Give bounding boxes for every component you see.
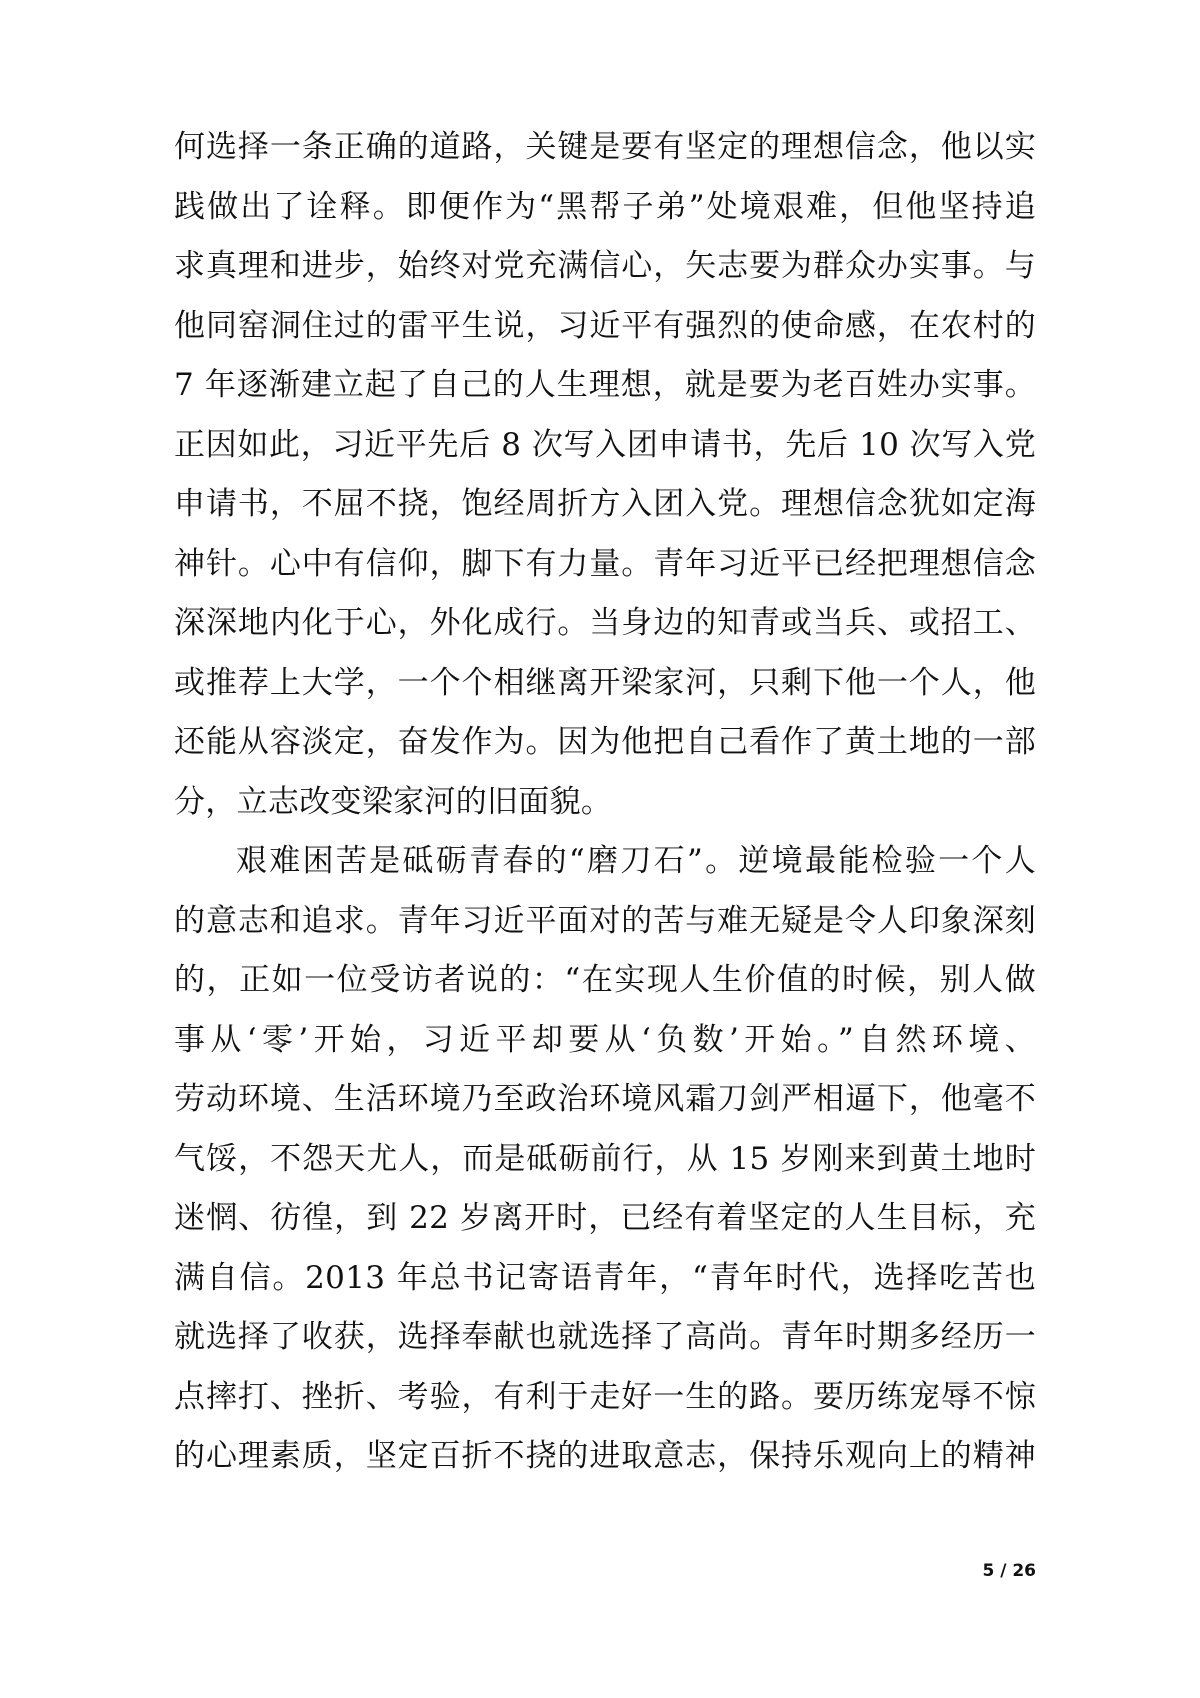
page-number: 5 / 26 bbox=[982, 1561, 1036, 1581]
body-text bbox=[174, 118, 1036, 1487]
text-line: 正因如此，习近平先后 8 次写入团申请书，先后 10 次写入党 bbox=[174, 426, 1036, 463]
text-line: 满自信。2013 年总书记寄语青年，“青年时代，选择吃苦也 bbox=[174, 1259, 1036, 1296]
text-line: 劳动环境、生活环境乃至政治环境风霜刀剑严相逼下，他毫不 bbox=[174, 1081, 1036, 1117]
text-line: 何选择一条正确的道路，关键是要有坚定的理想信念，他以实 bbox=[174, 129, 1036, 165]
text-line: 迷惘、彷徨，到 22 岁离开时，已经有着坚定的人生目标，充 bbox=[174, 1200, 1036, 1236]
paragraph-1 bbox=[174, 118, 1036, 832]
text-line: 的意志和追求。青年习近平面对的苦与难无疑是令人印象深刻 bbox=[174, 902, 1036, 939]
text-line: 求真理和进步，始终对党充满信心，矢志要为群众办实事。与 bbox=[174, 248, 1036, 284]
text-line: 神针。心中有信仰，脚下有力量。青年习近平已经把理想信念 bbox=[174, 545, 1036, 582]
text-line: 分，立志改变梁家河的旧面貌。 bbox=[174, 783, 613, 820]
text-line: 践做出了诠释。即便作为“黑帮子弟”处境艰难，但他坚持追 bbox=[174, 188, 1036, 225]
text-line: 的，正如一位受访者说的：“在实现人生价值的时候，别人做 bbox=[174, 962, 1036, 998]
paragraph-2 bbox=[174, 832, 1036, 1487]
text-line: 深深地内化于心，外化成行。当身边的知青或当兵、或招工、 bbox=[174, 605, 1036, 641]
text-line: 事从‘零’开始，习近平却要从‘负数’开始。”自然环境、 bbox=[174, 1021, 1036, 1058]
text-line: 或推荐上大学，一个个相继离开梁家河，只剩下他一个人，他 bbox=[174, 664, 1036, 701]
text-line: 艰难困苦是砥砺青春的“磨刀石”。逆境最能检验一个人 bbox=[236, 843, 1036, 879]
text-line: 气馁，不怨天尤人，而是砥砺前行，从 15 岁刚来到黄土地时 bbox=[174, 1140, 1036, 1177]
text-line: 点摔打、挫折、考验，有利于走好一生的路。要历练宠辱不惊 bbox=[174, 1378, 1036, 1415]
text-line: 就选择了收获，选择奉献也就选择了高尚。青年时期多经历一 bbox=[174, 1319, 1036, 1355]
text-line: 的心理素质，坚定百折不挠的进取意志，保持乐观向上的精神 bbox=[174, 1438, 1036, 1474]
text-line: 他同窑洞住过的雷平生说，习近平有强烈的使命感，在农村的 bbox=[174, 307, 1036, 344]
text-line: 申请书，不屈不挠，饱经周折方入团入党。理想信念犹如定海 bbox=[174, 486, 1036, 522]
text-line: 7 年逐渐建立起了自己的人生理想，就是要为老百姓办实事。 bbox=[174, 367, 1036, 403]
text-line: 还能从容淡定，奋发作为。因为他把自己看作了黄土地的一部 bbox=[174, 724, 1036, 760]
